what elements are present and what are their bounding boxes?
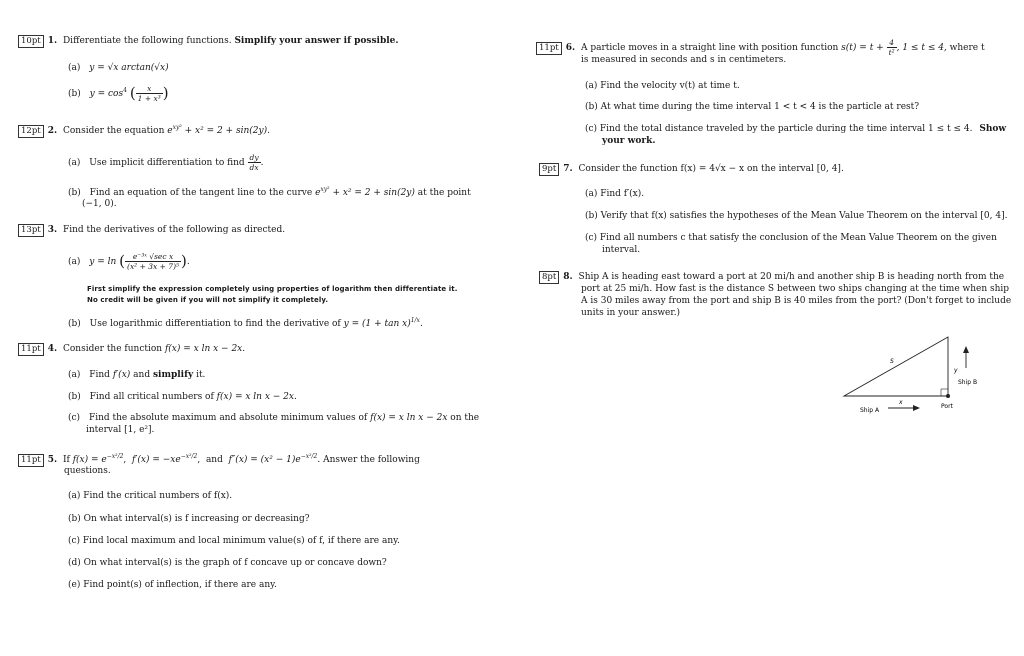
q2-part-a: (a) Use implicit differentiation to find $\frac{dy}{dx}$ .: [68, 153, 264, 172]
points-badge: 11pt: [18, 343, 44, 356]
points-badge: 8pt: [539, 271, 559, 284]
q5-line-2: questions.: [64, 466, 111, 476]
q4-part-b: [68, 392, 297, 403]
label-s: S: [890, 358, 894, 365]
points-badge: 12pt: [18, 125, 44, 138]
question-number: 1.: [47, 36, 58, 46]
math-expression: + x² = 2 + sin(2y): [329, 188, 415, 198]
math-expression: f″(x) = (x² − 1)e: [228, 455, 301, 465]
math-expression: y = cos: [89, 89, 124, 99]
q2-part-b: [68, 186, 471, 199]
triangle-shape: [844, 337, 948, 396]
question-text: Consider the function f(x) = 4√x − x on the interval [0, 4].: [578, 164, 844, 174]
question-number: 6.: [565, 43, 576, 53]
q5-part-a: (a) Find the critical numbers of f(x).: [68, 491, 233, 501]
fraction: [887, 38, 897, 57]
part-label: (a): [68, 63, 81, 73]
math-expression: + x² = 2 + sin(2y).: [181, 126, 270, 136]
math-expression: y = √x arctan(√x): [89, 63, 169, 73]
q6-part-a: (a) Find the velocity v(t) at time t.: [585, 81, 740, 91]
q4-part-a: [68, 370, 205, 381]
math-expression: y = (1 + tan x): [343, 319, 411, 329]
q8-line-2: port at 25 mi/h. How fast is the distance S between two ships changing at the time when ship: [581, 284, 1010, 294]
part-text: (c) Find the total distance traveled by the particle during the time interval 1 ≤ t ≤ 4.: [585, 124, 973, 134]
question-7-header: [539, 163, 844, 176]
points-badge: 10pt: [18, 35, 44, 48]
part-text: Find an equation of the tangent line to the curve: [89, 188, 316, 198]
part-label: (b): [68, 319, 81, 329]
label-port: Port: [941, 403, 953, 410]
question-3-header: [18, 224, 285, 237]
part-text: Find: [89, 370, 113, 380]
q7-part-b: (b) Verify that f(x) satisfies the hypotheses of the Mean Value Theorem on the interval [0, 4].: [585, 211, 1008, 221]
question-number: 2.: [47, 126, 58, 136]
math-expression: y = ln: [89, 257, 117, 267]
question-5-header: 11pt 5. If $f(x) = e^{-x^2/2}$, $f'(x) = -xe^{-x^2/2}$, and $f''(x) = (x^2 - 1)e^{-x^2/2}$. Answer the following: [18, 453, 420, 467]
port-dot: [946, 394, 950, 398]
part-label: (a): [68, 158, 81, 168]
q8-line-3: A is 30 miles away from the port and ship B is 40 miles from the port? (Don't forget to include: [581, 296, 1012, 306]
part-label: (b): [68, 188, 81, 198]
question-number: 5.: [47, 455, 58, 465]
question-1-header: [18, 35, 399, 48]
q7-part-c-line-2: interval.: [602, 245, 641, 255]
label-ship-b: Ship B: [958, 379, 978, 386]
q4-part-c-line-2: interval [1, e²].: [86, 425, 155, 435]
point-text: (−1, 0).: [82, 199, 117, 209]
part-label: (a): [68, 257, 81, 267]
q6-part-c: [585, 124, 1006, 135]
q3-note-line-1: First simplify the expression completely using properties of logarithm then differentiate it.: [87, 285, 458, 293]
q5-part-b: (b) On what interval(s) is f increasing or decreasing?: [68, 514, 310, 524]
q2-point: [82, 199, 117, 210]
fraction-denominator: t²: [888, 48, 895, 57]
q4-part-c: [68, 413, 479, 424]
q6-part-b: (b) At what time during the time interval 1 < t < 4 is the particle at rest?: [585, 102, 920, 112]
q6-line-2: is measured in seconds and s in centimeters.: [581, 55, 787, 65]
q3-note-line-2: No credit will be given if you will not simplify it completely.: [87, 296, 329, 304]
math-expression: f(x) = e: [72, 455, 107, 465]
exponent: −x²/2: [180, 453, 198, 460]
q5-part-e: (e) Find point(s) of inflection, if there are any.: [68, 580, 277, 590]
question-text: Find the derivatives of the following as directed.: [62, 225, 286, 235]
part-text: on the: [447, 413, 480, 423]
period: .: [419, 319, 423, 329]
exponent: xy²: [320, 186, 330, 193]
q1-part-b: (b) $y = \cos^4$ ( $\frac{x}{\text{1 + x³}}$ ): [68, 84, 169, 103]
q5-part-d: (d) On what interval(s) is the graph of f concave up or concave down?: [68, 558, 387, 568]
question-4-header: [18, 343, 245, 356]
q3-part-b: [68, 317, 423, 330]
question-2-header: [18, 124, 270, 138]
question-text: where t: [946, 43, 985, 53]
question-text: Consider the equation: [62, 126, 168, 136]
exponent: −x²/2: [106, 453, 124, 460]
fraction: [248, 153, 261, 172]
exponent: 4: [123, 87, 127, 94]
math-expression: e: [315, 188, 321, 198]
question-text: Differentiate the following functions.: [62, 36, 232, 46]
fraction-numerator: dy: [249, 153, 259, 162]
math-expression: f′(x) = −xe: [132, 455, 181, 465]
q8-line-4: units in your answer.): [581, 308, 681, 318]
part-text: it.: [193, 370, 206, 380]
question-number: 4.: [47, 344, 58, 354]
fraction-denominator: (x² + 3x + 7)⁵: [127, 262, 180, 271]
question-text: Consider the function: [62, 344, 165, 354]
points-badge: 13pt: [18, 224, 44, 237]
math-expression: f(x) = x ln x − 2x: [370, 413, 448, 423]
question-number: 3.: [47, 225, 58, 235]
q3-part-a: (a) y = ln ( $\frac{\text{e⁻³ˣ √sec x}}{\text{(x² + 3x + 7)⁵}}$ ).: [68, 252, 190, 271]
part-text: Find all critical numbers of: [89, 392, 217, 402]
part-label: (b): [68, 392, 81, 402]
question-8-header: [539, 271, 1004, 284]
q7-part-c: (c) Find all numbers c that satisfy the conclusion of the Mean Value Theorem on the given: [585, 233, 997, 243]
q5-part-c: (c) Find local maximum and local minimum value(s) of f, if there are any.: [68, 536, 400, 546]
q6-part-c-line-2: your work.: [602, 136, 656, 146]
label-x: x: [899, 399, 903, 406]
part-text: and: [130, 370, 153, 380]
label-ship-a: Ship A: [860, 407, 880, 414]
question-text: If: [62, 455, 73, 465]
bold-text: Show: [979, 124, 1007, 134]
part-text: Find the absolute maximum and absolute minimum values of: [88, 413, 371, 423]
fraction: [136, 84, 163, 103]
north-arrow-head-icon: [963, 346, 969, 353]
fraction-numerator: x: [136, 84, 163, 94]
fraction: [125, 252, 181, 271]
math-expression: s(t) = t +: [841, 43, 884, 53]
part-text: at the point: [414, 188, 471, 198]
question-text: A particle moves in a straight line with position function: [580, 43, 842, 53]
label-y: y: [954, 367, 958, 374]
part-text: Use implicit differentiation to find: [89, 158, 245, 168]
question-text: Ship A is heading east toward a port at 20 mi/h and another ship B is heading north from the: [578, 272, 1005, 282]
question-text: and: [205, 455, 223, 465]
ship-triangle-diagram: [828, 330, 1008, 425]
part-text: Use logarithmic differentiation to find the derivative of: [89, 319, 341, 329]
points-badge: 11pt: [18, 454, 44, 467]
math-expression: e: [167, 126, 173, 136]
question-number: 7.: [563, 164, 573, 174]
fraction-denominator: dx: [249, 163, 259, 172]
fraction-denominator: 1 + x³: [137, 94, 161, 103]
fraction-numerator: 4: [887, 38, 897, 48]
exponent: xy²: [172, 124, 182, 131]
part-label: (c): [68, 413, 81, 423]
east-arrow-head-icon: [913, 405, 920, 411]
fraction-numerator: e⁻³ˣ √sec x: [125, 252, 181, 262]
points-badge: 9pt: [539, 163, 559, 176]
part-label: (b): [68, 89, 81, 99]
question-bold-text: Simplify your answer if possible.: [234, 36, 399, 46]
q1-part-a: [68, 63, 169, 74]
math-expression: , 1 ≤ t ≤ 4,: [896, 43, 947, 53]
math-expression: f(x) = x ln x − 2x.: [216, 392, 297, 402]
math-expression: f′(x): [112, 370, 131, 380]
exponent: −x²/2: [300, 453, 318, 460]
math-expression: f(x) = x ln x − 2x.: [164, 344, 246, 354]
q7-part-a: (a) Find f′(x).: [585, 189, 645, 199]
points-badge: 11pt: [536, 42, 562, 55]
question-number: 8.: [563, 272, 573, 282]
part-label: (a): [68, 370, 81, 380]
exponent: 1/x: [410, 317, 420, 324]
bold-text: simplify: [152, 370, 194, 380]
question-text: . Answer the following: [317, 455, 420, 465]
